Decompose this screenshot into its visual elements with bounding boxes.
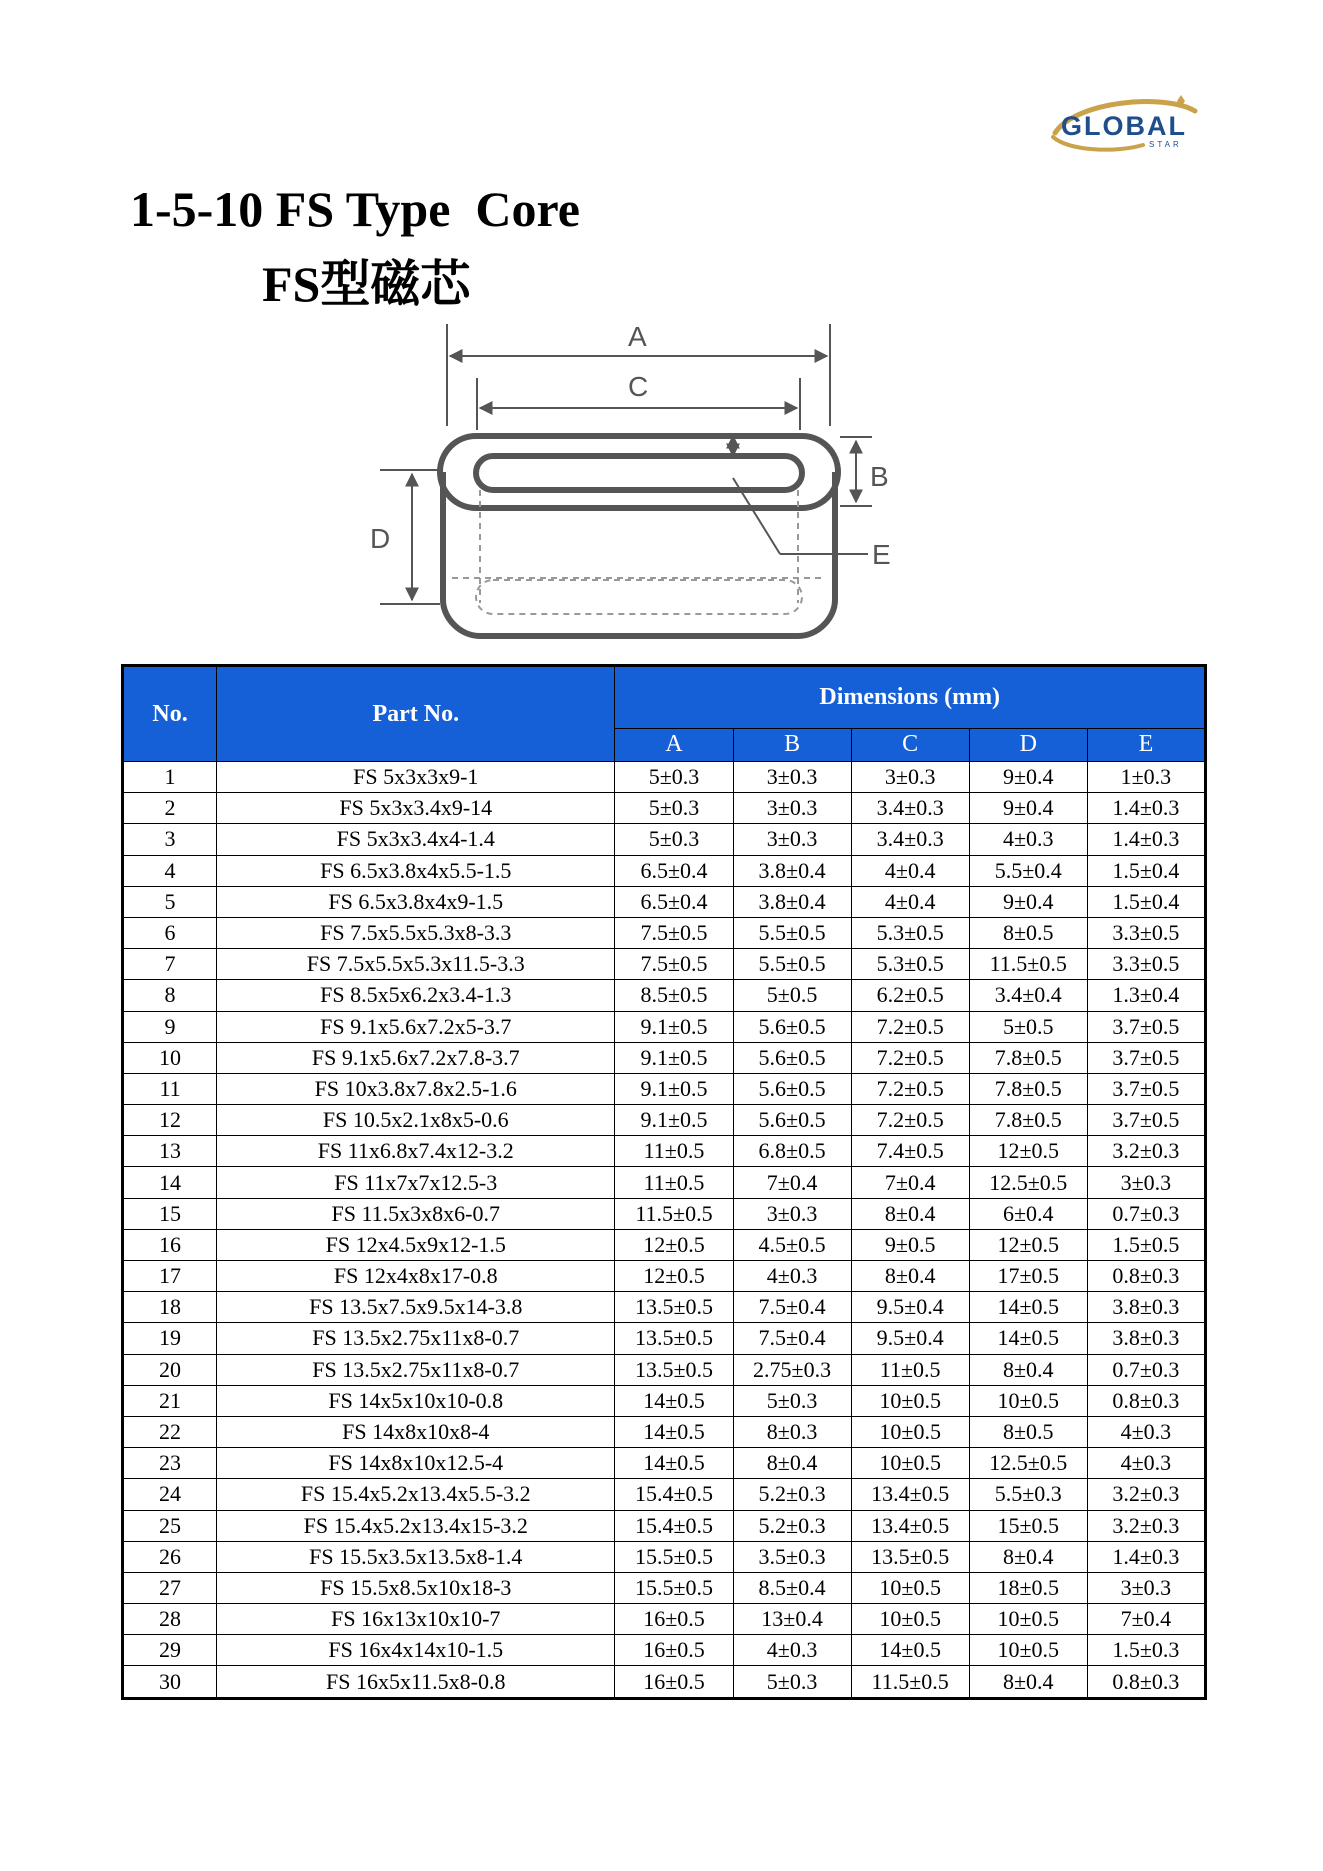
cell-a: 15.5±0.5 xyxy=(615,1572,733,1603)
cell-no: 7 xyxy=(123,949,217,980)
cell-c: 10±0.5 xyxy=(851,1572,969,1603)
cell-part-no: FS 11x6.8x7.4x12-3.2 xyxy=(217,1136,615,1167)
cell-a: 16±0.5 xyxy=(615,1635,733,1666)
header-col-d: D xyxy=(969,728,1087,761)
cell-part-no: FS 13.5x2.75x11x8-0.7 xyxy=(217,1354,615,1385)
cell-e: 1.4±0.3 xyxy=(1087,1541,1205,1572)
cell-a: 16±0.5 xyxy=(615,1604,733,1635)
table-row xyxy=(123,1261,1206,1292)
cell-e: 1.5±0.5 xyxy=(1087,1229,1205,1260)
cell-e: 3.8±0.3 xyxy=(1087,1323,1205,1354)
cell-c: 13.4±0.5 xyxy=(851,1510,969,1541)
cell-d: 12.5±0.5 xyxy=(969,1448,1087,1479)
cell-c: 7.2±0.5 xyxy=(851,1011,969,1042)
cell-b: 5.2±0.3 xyxy=(733,1510,851,1541)
cell-part-no: FS 16x13x10x10-7 xyxy=(217,1604,615,1635)
cell-e: 0.7±0.3 xyxy=(1087,1354,1205,1385)
cell-d: 4±0.3 xyxy=(969,824,1087,855)
cell-d: 12±0.5 xyxy=(969,1136,1087,1167)
cell-d: 12±0.5 xyxy=(969,1229,1087,1260)
cell-c: 3.4±0.3 xyxy=(851,824,969,855)
cell-part-no: FS 12x4.5x9x12-1.5 xyxy=(217,1229,615,1260)
cell-b: 8.5±0.4 xyxy=(733,1572,851,1603)
cell-no: 27 xyxy=(123,1572,217,1603)
cell-a: 11±0.5 xyxy=(615,1167,733,1198)
cell-part-no: FS 15.5x8.5x10x18-3 xyxy=(217,1572,615,1603)
cell-b: 4.5±0.5 xyxy=(733,1229,851,1260)
cell-c: 14±0.5 xyxy=(851,1635,969,1666)
table-row xyxy=(123,1136,1206,1167)
cell-c: 10±0.5 xyxy=(851,1416,969,1447)
cell-d: 18±0.5 xyxy=(969,1572,1087,1603)
cell-a: 14±0.5 xyxy=(615,1448,733,1479)
table-row xyxy=(123,1292,1206,1323)
cell-a: 11±0.5 xyxy=(615,1136,733,1167)
table-row xyxy=(123,855,1206,886)
table-row xyxy=(123,824,1206,855)
cell-c: 10±0.5 xyxy=(851,1448,969,1479)
table-row xyxy=(123,1323,1206,1354)
table-row xyxy=(123,1604,1206,1635)
cell-no: 2 xyxy=(123,793,217,824)
cell-d: 15±0.5 xyxy=(969,1510,1087,1541)
cell-c: 6.2±0.5 xyxy=(851,980,969,1011)
cell-d: 8±0.5 xyxy=(969,1416,1087,1447)
cell-a: 13.5±0.5 xyxy=(615,1323,733,1354)
cell-b: 5.6±0.5 xyxy=(733,1011,851,1042)
cell-b: 3±0.3 xyxy=(733,824,851,855)
cell-a: 8.5±0.5 xyxy=(615,980,733,1011)
cell-b: 2.75±0.3 xyxy=(733,1354,851,1385)
cell-part-no: FS 12x4x8x17-0.8 xyxy=(217,1261,615,1292)
global-star-logo xyxy=(1045,93,1205,155)
cell-c: 10±0.5 xyxy=(851,1385,969,1416)
cell-e: 7±0.4 xyxy=(1087,1604,1205,1635)
cell-b: 5.5±0.5 xyxy=(733,917,851,948)
cell-a: 16±0.5 xyxy=(615,1666,733,1698)
cell-c: 5.3±0.5 xyxy=(851,949,969,980)
header-col-a: A xyxy=(615,728,733,761)
cell-part-no: FS 6.5x3.8x4x5.5-1.5 xyxy=(217,855,615,886)
dimension-label-b: B xyxy=(870,461,889,492)
cell-a: 5±0.3 xyxy=(615,762,733,793)
cell-b: 7.5±0.4 xyxy=(733,1323,851,1354)
cell-d: 14±0.5 xyxy=(969,1292,1087,1323)
cell-e: 3.7±0.5 xyxy=(1087,1105,1205,1136)
cell-e: 1.5±0.4 xyxy=(1087,886,1205,917)
cell-a: 9.1±0.5 xyxy=(615,1105,733,1136)
cell-c: 7.2±0.5 xyxy=(851,1105,969,1136)
cell-e: 1.5±0.3 xyxy=(1087,1635,1205,1666)
cell-no: 8 xyxy=(123,980,217,1011)
table-row xyxy=(123,1105,1206,1136)
table-row xyxy=(123,917,1206,948)
cell-no: 13 xyxy=(123,1136,217,1167)
cell-c: 8±0.4 xyxy=(851,1261,969,1292)
cell-d: 10±0.5 xyxy=(969,1385,1087,1416)
table-row xyxy=(123,1635,1206,1666)
cell-b: 8±0.3 xyxy=(733,1416,851,1447)
cell-c: 5.3±0.5 xyxy=(851,917,969,948)
cell-e: 0.8±0.3 xyxy=(1087,1385,1205,1416)
cell-b: 8±0.4 xyxy=(733,1448,851,1479)
cell-no: 6 xyxy=(123,917,217,948)
cell-b: 5±0.3 xyxy=(733,1385,851,1416)
cell-e: 3.8±0.3 xyxy=(1087,1292,1205,1323)
cell-no: 21 xyxy=(123,1385,217,1416)
cell-b: 3±0.3 xyxy=(733,762,851,793)
cell-no: 10 xyxy=(123,1042,217,1073)
cell-a: 7.5±0.5 xyxy=(615,917,733,948)
cell-e: 0.8±0.3 xyxy=(1087,1666,1205,1698)
cell-no: 9 xyxy=(123,1011,217,1042)
cell-e: 4±0.3 xyxy=(1087,1416,1205,1447)
cell-d: 8±0.4 xyxy=(969,1354,1087,1385)
cell-part-no: FS 14x8x10x8-4 xyxy=(217,1416,615,1447)
cell-d: 10±0.5 xyxy=(969,1635,1087,1666)
cell-e: 1±0.3 xyxy=(1087,762,1205,793)
header-dimensions: Dimensions (mm) xyxy=(615,666,1206,729)
cell-a: 5±0.3 xyxy=(615,824,733,855)
cell-part-no: FS 10.5x2.1x8x5-0.6 xyxy=(217,1105,615,1136)
cell-c: 11±0.5 xyxy=(851,1354,969,1385)
dimension-label-e: E xyxy=(872,539,891,570)
logo-name: GLOBAL xyxy=(1061,111,1187,141)
dimension-label-a: A xyxy=(628,321,647,352)
page-title: 1-5-10 FS Type Core xyxy=(130,181,580,237)
cell-b: 5.6±0.5 xyxy=(733,1073,851,1104)
cell-no: 16 xyxy=(123,1229,217,1260)
cell-b: 3.8±0.4 xyxy=(733,855,851,886)
cell-e: 3.7±0.5 xyxy=(1087,1042,1205,1073)
cell-a: 9.1±0.5 xyxy=(615,1073,733,1104)
table-row xyxy=(123,1448,1206,1479)
cell-no: 24 xyxy=(123,1479,217,1510)
cell-a: 12±0.5 xyxy=(615,1261,733,1292)
cell-a: 9.1±0.5 xyxy=(615,1011,733,1042)
cell-e: 3±0.3 xyxy=(1087,1167,1205,1198)
table-row xyxy=(123,762,1206,793)
table-body xyxy=(123,762,1206,1699)
cell-b: 6.8±0.5 xyxy=(733,1136,851,1167)
cell-part-no: FS 7.5x5.5x5.3x8-3.3 xyxy=(217,917,615,948)
table-row xyxy=(123,1572,1206,1603)
table-row xyxy=(123,980,1206,1011)
fs-core-dimension-drawing xyxy=(360,318,900,648)
table-row xyxy=(123,793,1206,824)
cell-a: 11.5±0.5 xyxy=(615,1198,733,1229)
header-no: No. xyxy=(123,666,217,762)
cell-b: 3±0.3 xyxy=(733,1198,851,1229)
table-row xyxy=(123,1479,1206,1510)
cell-part-no: FS 5x3x3x9-1 xyxy=(217,762,615,793)
cell-part-no: FS 15.4x5.2x13.4x5.5-3.2 xyxy=(217,1479,615,1510)
cell-d: 8±0.4 xyxy=(969,1541,1087,1572)
cell-no: 14 xyxy=(123,1167,217,1198)
cell-d: 3.4±0.4 xyxy=(969,980,1087,1011)
cell-d: 6±0.4 xyxy=(969,1198,1087,1229)
cell-no: 1 xyxy=(123,762,217,793)
cell-part-no: FS 11.5x3x8x6-0.7 xyxy=(217,1198,615,1229)
cell-c: 8±0.4 xyxy=(851,1198,969,1229)
cell-no: 29 xyxy=(123,1635,217,1666)
cell-e: 3.7±0.5 xyxy=(1087,1073,1205,1104)
cell-b: 7±0.4 xyxy=(733,1167,851,1198)
cell-e: 4±0.3 xyxy=(1087,1448,1205,1479)
cell-c: 7.2±0.5 xyxy=(851,1042,969,1073)
table-row xyxy=(123,1198,1206,1229)
cell-e: 1.3±0.4 xyxy=(1087,980,1205,1011)
table-row xyxy=(123,1541,1206,1572)
cell-d: 12.5±0.5 xyxy=(969,1167,1087,1198)
cell-e: 0.8±0.3 xyxy=(1087,1261,1205,1292)
cell-e: 3.3±0.5 xyxy=(1087,949,1205,980)
cell-e: 3.2±0.3 xyxy=(1087,1510,1205,1541)
cell-a: 9.1±0.5 xyxy=(615,1042,733,1073)
table-row xyxy=(123,1385,1206,1416)
cell-no: 28 xyxy=(123,1604,217,1635)
cell-part-no: FS 7.5x5.5x5.3x11.5-3.3 xyxy=(217,949,615,980)
cell-a: 14±0.5 xyxy=(615,1416,733,1447)
cell-a: 15.5±0.5 xyxy=(615,1541,733,1572)
cell-d: 5.5±0.4 xyxy=(969,855,1087,886)
cell-d: 5±0.5 xyxy=(969,1011,1087,1042)
cell-part-no: FS 5x3x3.4x4-1.4 xyxy=(217,824,615,855)
cell-part-no: FS 9.1x5.6x7.2x7.8-3.7 xyxy=(217,1042,615,1073)
table-row xyxy=(123,1229,1206,1260)
cell-b: 5±0.5 xyxy=(733,980,851,1011)
cell-no: 17 xyxy=(123,1261,217,1292)
cell-part-no: FS 9.1x5.6x7.2x5-3.7 xyxy=(217,1011,615,1042)
cell-d: 8±0.5 xyxy=(969,917,1087,948)
cell-a: 15.4±0.5 xyxy=(615,1479,733,1510)
cell-c: 11.5±0.5 xyxy=(851,1666,969,1698)
cell-a: 14±0.5 xyxy=(615,1385,733,1416)
cell-c: 9.5±0.4 xyxy=(851,1292,969,1323)
cell-d: 5.5±0.3 xyxy=(969,1479,1087,1510)
table-row xyxy=(123,1073,1206,1104)
cell-c: 7.2±0.5 xyxy=(851,1073,969,1104)
cell-a: 13.5±0.5 xyxy=(615,1292,733,1323)
cell-d: 7.8±0.5 xyxy=(969,1105,1087,1136)
cell-d: 11.5±0.5 xyxy=(969,949,1087,980)
cell-d: 9±0.4 xyxy=(969,886,1087,917)
cell-no: 30 xyxy=(123,1666,217,1698)
cell-a: 6.5±0.4 xyxy=(615,886,733,917)
cell-e: 3.7±0.5 xyxy=(1087,1011,1205,1042)
header-part-no: Part No. xyxy=(217,666,615,762)
cell-b: 7.5±0.4 xyxy=(733,1292,851,1323)
cell-b: 4±0.3 xyxy=(733,1635,851,1666)
cell-part-no: FS 15.5x3.5x13.5x8-1.4 xyxy=(217,1541,615,1572)
table-row xyxy=(123,1666,1206,1698)
table-row xyxy=(123,1042,1206,1073)
cell-d: 9±0.4 xyxy=(969,762,1087,793)
cell-e: 3.3±0.5 xyxy=(1087,917,1205,948)
cell-c: 10±0.5 xyxy=(851,1604,969,1635)
cell-c: 9±0.5 xyxy=(851,1229,969,1260)
cell-c: 4±0.4 xyxy=(851,855,969,886)
cell-e: 3.2±0.3 xyxy=(1087,1479,1205,1510)
cell-no: 19 xyxy=(123,1323,217,1354)
table-row xyxy=(123,949,1206,980)
cell-no: 12 xyxy=(123,1105,217,1136)
cell-b: 13±0.4 xyxy=(733,1604,851,1635)
dimension-label-d: D xyxy=(370,523,391,554)
cell-a: 6.5±0.4 xyxy=(615,855,733,886)
cell-a: 13.5±0.5 xyxy=(615,1354,733,1385)
cell-a: 5±0.3 xyxy=(615,793,733,824)
cell-part-no: FS 16x5x11.5x8-0.8 xyxy=(217,1666,615,1698)
cell-a: 7.5±0.5 xyxy=(615,949,733,980)
cell-no: 11 xyxy=(123,1073,217,1104)
cell-e: 1.5±0.4 xyxy=(1087,855,1205,886)
cell-no: 22 xyxy=(123,1416,217,1447)
cell-e: 0.7±0.3 xyxy=(1087,1198,1205,1229)
cell-part-no: FS 6.5x3.8x4x9-1.5 xyxy=(217,886,615,917)
table-row xyxy=(123,1167,1206,1198)
cell-c: 9.5±0.4 xyxy=(851,1323,969,1354)
header-col-e: E xyxy=(1087,728,1205,761)
cell-part-no: FS 8.5x5x6.2x3.4-1.3 xyxy=(217,980,615,1011)
page-title-chinese: FS型磁芯 xyxy=(262,256,471,312)
cell-no: 15 xyxy=(123,1198,217,1229)
table-row xyxy=(123,1510,1206,1541)
cell-no: 20 xyxy=(123,1354,217,1385)
cell-no: 26 xyxy=(123,1541,217,1572)
dimension-label-c: C xyxy=(628,371,649,402)
cell-c: 13.5±0.5 xyxy=(851,1541,969,1572)
cell-d: 17±0.5 xyxy=(969,1261,1087,1292)
table-row xyxy=(123,1011,1206,1042)
cell-b: 5±0.3 xyxy=(733,1666,851,1698)
cell-a: 15.4±0.5 xyxy=(615,1510,733,1541)
cell-a: 12±0.5 xyxy=(615,1229,733,1260)
cell-part-no: FS 5x3x3.4x9-14 xyxy=(217,793,615,824)
cell-e: 1.4±0.3 xyxy=(1087,793,1205,824)
cell-d: 7.8±0.5 xyxy=(969,1042,1087,1073)
cell-b: 5.2±0.3 xyxy=(733,1479,851,1510)
cell-part-no: FS 13.5x2.75x11x8-0.7 xyxy=(217,1323,615,1354)
cell-b: 3.8±0.4 xyxy=(733,886,851,917)
cell-c: 4±0.4 xyxy=(851,886,969,917)
cell-d: 8±0.4 xyxy=(969,1666,1087,1698)
cell-no: 3 xyxy=(123,824,217,855)
cell-no: 23 xyxy=(123,1448,217,1479)
cell-d: 14±0.5 xyxy=(969,1323,1087,1354)
cell-c: 7±0.4 xyxy=(851,1167,969,1198)
cell-b: 5.5±0.5 xyxy=(733,949,851,980)
table-row xyxy=(123,886,1206,917)
cell-b: 4±0.3 xyxy=(733,1261,851,1292)
cell-b: 5.6±0.5 xyxy=(733,1042,851,1073)
cell-e: 3±0.3 xyxy=(1087,1572,1205,1603)
cell-no: 18 xyxy=(123,1292,217,1323)
cell-no: 4 xyxy=(123,855,217,886)
cell-part-no: FS 14x5x10x10-0.8 xyxy=(217,1385,615,1416)
logo-subname: STAR xyxy=(1149,140,1182,149)
cell-part-no: FS 16x4x14x10-1.5 xyxy=(217,1635,615,1666)
table-row xyxy=(123,1354,1206,1385)
cell-d: 7.8±0.5 xyxy=(969,1073,1087,1104)
cell-no: 5 xyxy=(123,886,217,917)
cell-c: 13.4±0.5 xyxy=(851,1479,969,1510)
cell-c: 3.4±0.3 xyxy=(851,793,969,824)
fs-core-spec-table xyxy=(121,664,1207,1700)
cell-no: 25 xyxy=(123,1510,217,1541)
cell-e: 1.4±0.3 xyxy=(1087,824,1205,855)
cell-b: 3±0.3 xyxy=(733,793,851,824)
header-col-b: B xyxy=(733,728,851,761)
cell-c: 3±0.3 xyxy=(851,762,969,793)
cell-d: 9±0.4 xyxy=(969,793,1087,824)
cell-b: 3.5±0.3 xyxy=(733,1541,851,1572)
cell-e: 3.2±0.3 xyxy=(1087,1136,1205,1167)
cell-c: 7.4±0.5 xyxy=(851,1136,969,1167)
cell-part-no: FS 13.5x7.5x9.5x14-3.8 xyxy=(217,1292,615,1323)
header-col-c: C xyxy=(851,728,969,761)
cell-part-no: FS 10x3.8x7.8x2.5-1.6 xyxy=(217,1073,615,1104)
cell-d: 10±0.5 xyxy=(969,1604,1087,1635)
cell-part-no: FS 15.4x5.2x13.4x15-3.2 xyxy=(217,1510,615,1541)
table-row xyxy=(123,1416,1206,1447)
cell-b: 5.6±0.5 xyxy=(733,1105,851,1136)
cell-part-no: FS 14x8x10x12.5-4 xyxy=(217,1448,615,1479)
cell-part-no: FS 11x7x7x12.5-3 xyxy=(217,1167,615,1198)
